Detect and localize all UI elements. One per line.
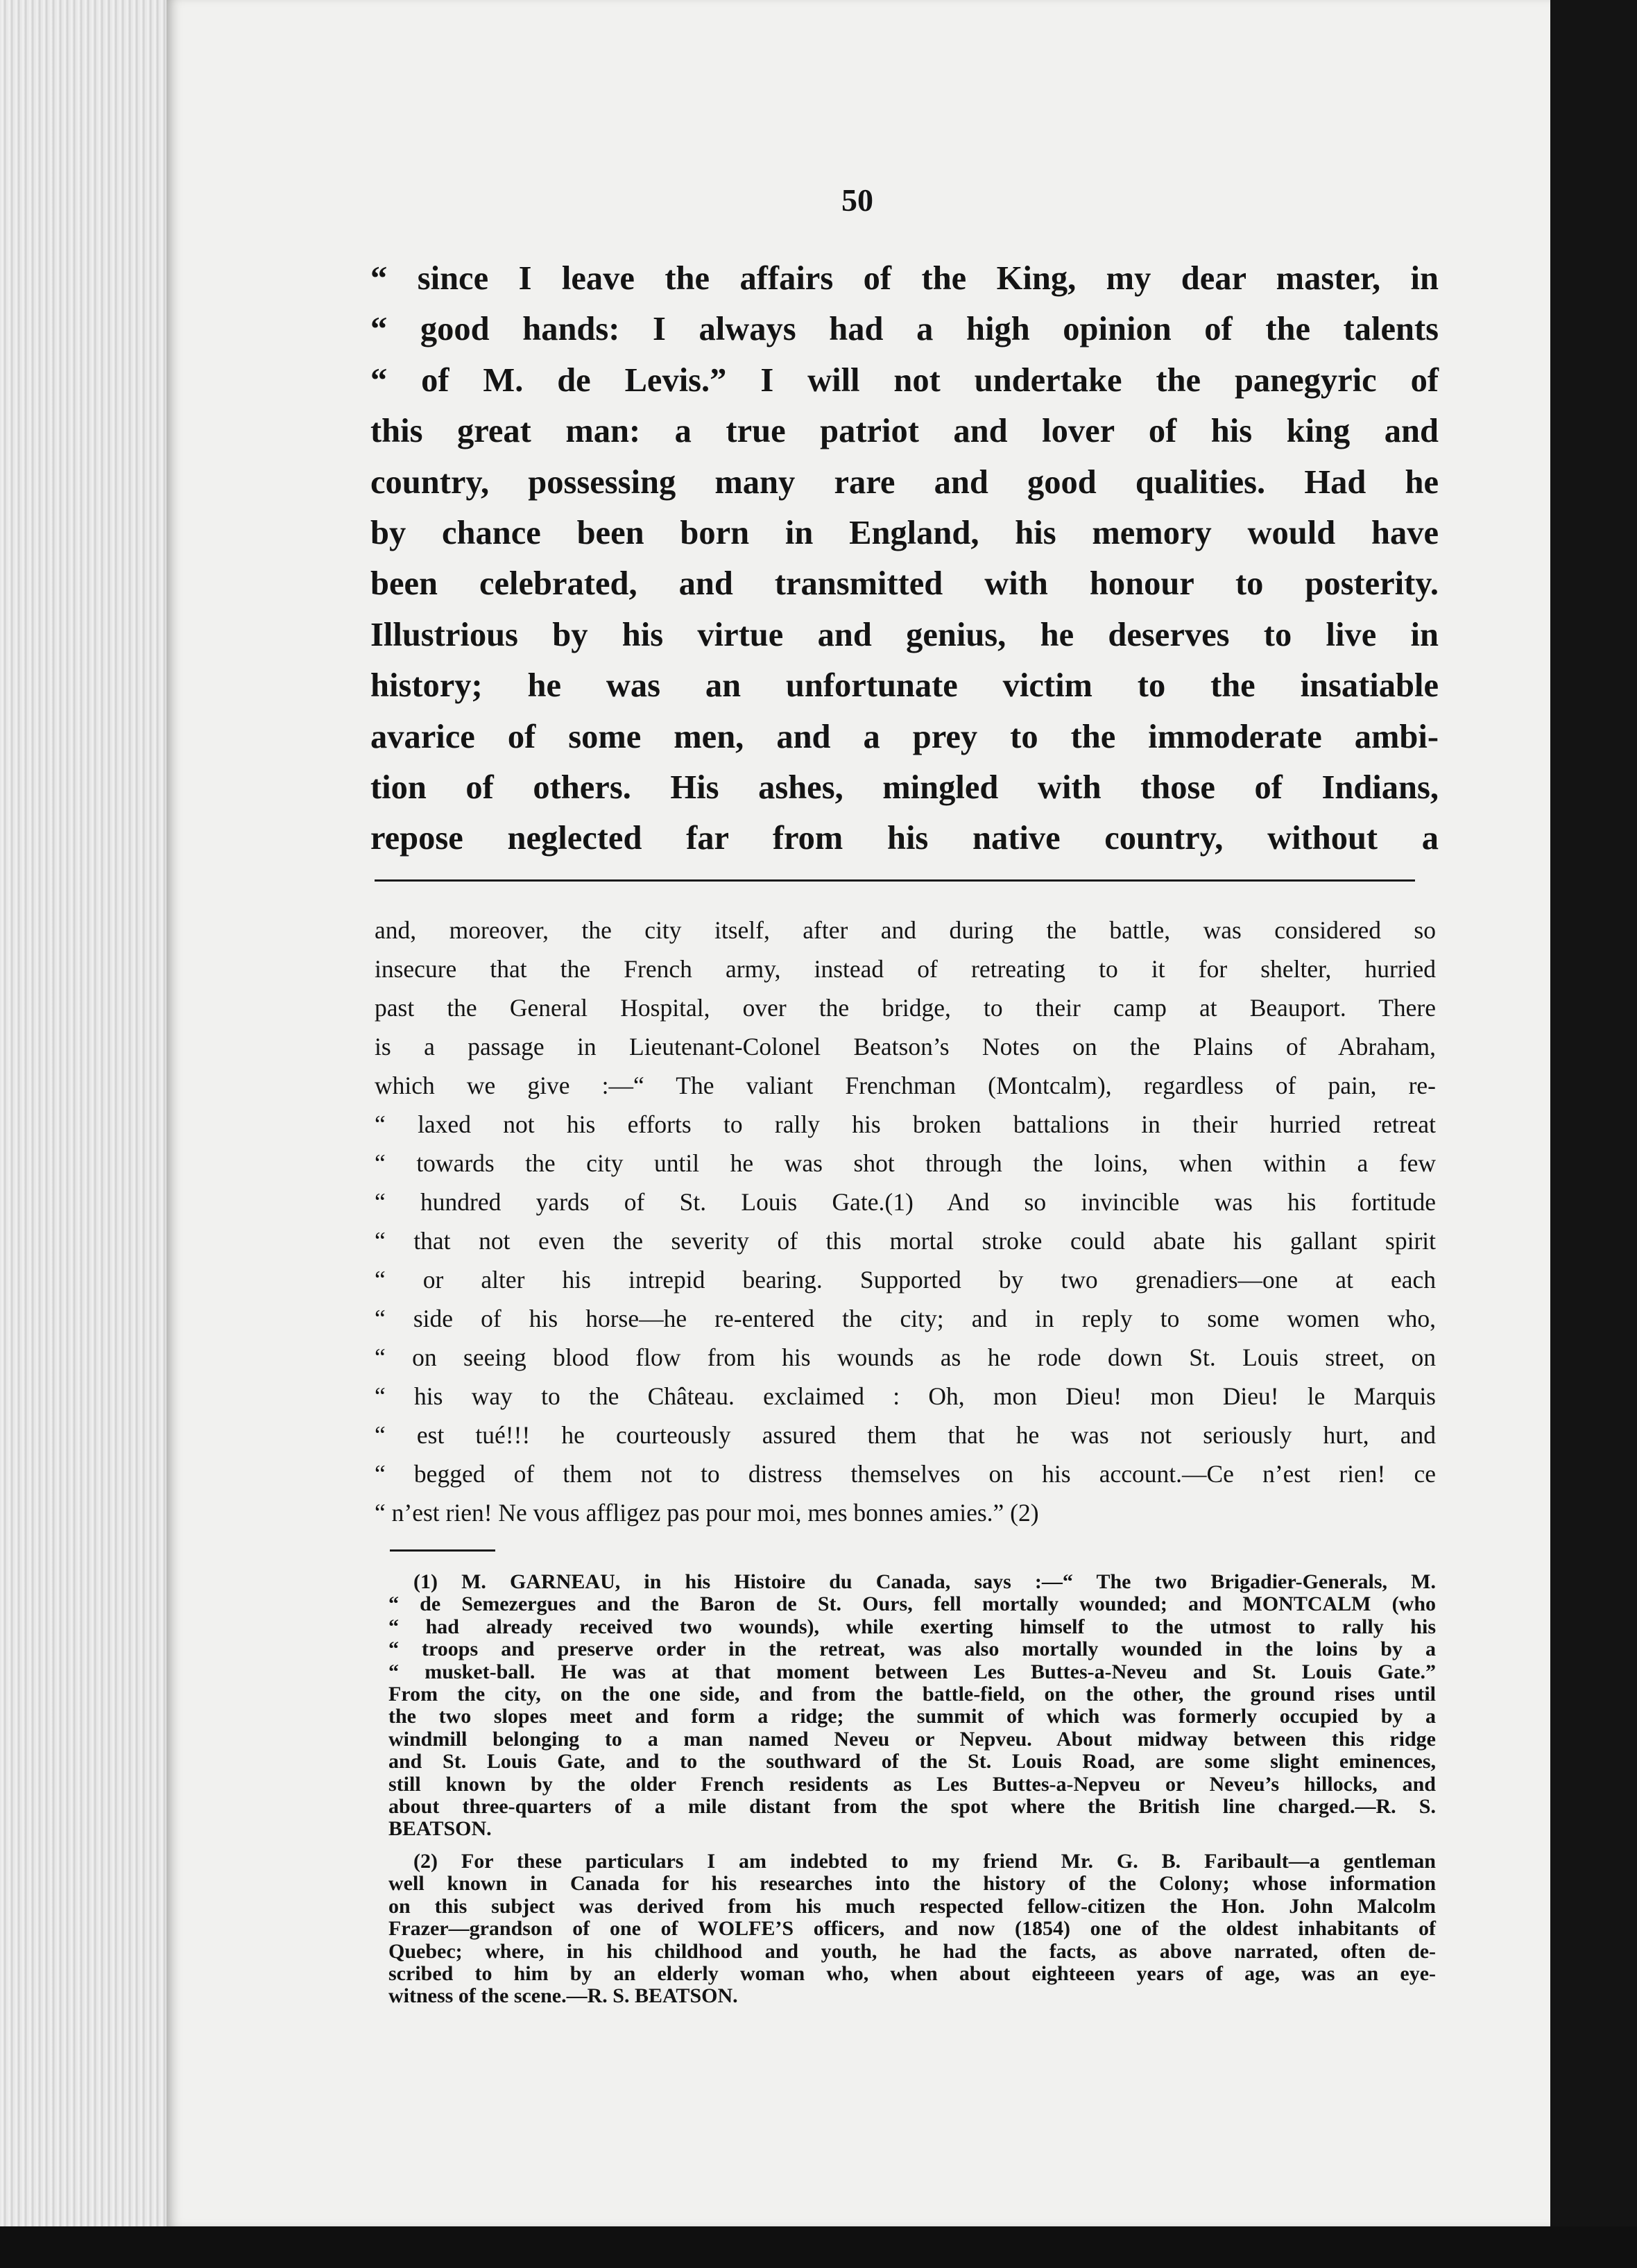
footnote-1-line: From the city, on the one side, and from the battle-field, on the other, the ground rises until — [388, 1683, 1436, 1706]
footnote-continuation-line: “ laxed not his efforts to rally his broken battalions in their hurried retreat — [375, 1110, 1436, 1138]
footnote-2-line: Frazer—grandson of one of WOLFE’S officers, and now (1854) one of the oldest inhabitants of — [388, 1917, 1436, 1941]
footnote-2-line: Quebec; where, in his childhood and youth, he had the facts, as above narrated, often de- — [388, 1939, 1436, 1963]
footnote-continuation-line: and, moreover, the city itself, after and during the battle, was considered so — [375, 916, 1436, 944]
footnote-1-line: and St. Louis Gate, and to the southward of the St. Louis Road, are some slight eminences, — [388, 1750, 1436, 1773]
footnote-continuation-line: “ begged of them not to distress themselves on his account.—Ce n’est rien! ce — [375, 1460, 1436, 1488]
footnote-continuation-line: past the General Hospital, over the bridge, to their camp at Beauport. There — [375, 994, 1436, 1022]
footnote-1-line: “ de Semezergues and the Baron de St. Ours, fell mortally wounded; and MONTCALM (who — [388, 1592, 1436, 1616]
main-text-line: tion of others. His ashes, mingled with those of Indians, — [370, 769, 1439, 807]
footnote-2-line: well known in Canada for his researches into the history of the Colony; whose information — [388, 1872, 1436, 1896]
footnote-continuation-line: “ that not even the severity of this mortal stroke could abate his gallant spirit — [375, 1227, 1436, 1255]
footnote-continuation-line: insecure that the French army, instead of retreating to it for shelter, hurried — [375, 955, 1436, 983]
footnote-continuation-line: “ hundred yards of St. Louis Gate.(1) And so invincible was his fortitude — [375, 1188, 1436, 1216]
notes-separator-rule — [390, 1549, 495, 1552]
footnote-1 — [388, 1571, 1436, 1841]
main-body-text — [370, 253, 1439, 864]
main-text-line: Illustrious by his virtue and genius, he deserves to live in — [370, 616, 1439, 653]
scan-border-bottom — [0, 2226, 1637, 2268]
footnote-continuation-line: is a passage in Lieutenant-Colonel Beatson’s Notes on the Plains of Abraham, — [375, 1033, 1436, 1060]
main-text-line: repose neglected far from his native country, without a — [370, 820, 1439, 857]
footnote-continuation-line: “ towards the city until he was shot through the loins, when within a few — [375, 1149, 1436, 1177]
footnote-2-line: witness of the scene.—R. S. BEATSON. — [388, 1984, 738, 2008]
footnote-1-line: “ musket-ball. He was at that moment between Les Buttes-a-Neveu and St. Louis Gate.” — [388, 1660, 1436, 1683]
footnote-continuation-line: “ est tué!!! he courteously assured them that he was not seriously hurt, and — [375, 1421, 1436, 1449]
footnote-2-line: (2) For these particulars I am indebted to my friend Mr. G. B. Faribault—a gentleman — [413, 1849, 1436, 1873]
footnotes — [388, 1571, 1436, 2018]
footnote-continuation-line: “ side of his horse—he re-entered the city; and in reply to some women who, — [375, 1305, 1436, 1332]
footnote-1-line: the two slopes meet and form a ridge; the summit of which was formerly occupied by a — [388, 1705, 1436, 1728]
footnote-1-line: about three-quarters of a mile distant from the spot where the British line charged.—R. S. — [388, 1795, 1436, 1819]
footnote-continuation-line: which we give :—“ The valiant Frenchman (Montcalm), regardless of pain, re- — [375, 1072, 1436, 1099]
main-text-line: history; he was an unfortunate victim to the insatiable — [370, 667, 1439, 705]
main-text-line: by chance been born in England, his memory would have — [370, 515, 1439, 552]
footnote-1-line: “ had already received two wounds), while exerting himself to the utmost to rally his — [388, 1615, 1436, 1638]
main-text-line: this great man: a true patriot and lover of his king and — [370, 413, 1439, 450]
main-text-line: country, possessing many rare and good qualities. Had he — [370, 463, 1439, 501]
footnote-1-line: windmill belonging to a man named Neveu or Nepveu. About midway between this ridge — [388, 1727, 1436, 1751]
page-number: 50 — [841, 182, 873, 218]
scan-border-right — [1550, 0, 1637, 2268]
footnote-continuation-line: “ on seeing blood flow from his wounds as he rode down St. Louis street, on — [375, 1343, 1436, 1371]
footnote-continuation-line: “ n’est rien! Ne vous affligez pas pour moi, mes bonnes amies.” (2) — [375, 1499, 1039, 1527]
footnote-1-line: (1) M. GARNEAU, in his Histoire du Canada, says :—“ The two Brigadier-Generals, M. — [413, 1570, 1436, 1593]
footnote-1-line: BEATSON. — [388, 1817, 492, 1841]
main-text-line: avarice of some men, and a prey to the immoderate ambi- — [370, 718, 1439, 755]
footnote-2 — [388, 1850, 1436, 2008]
footnote-1-line: “ troops and preserve order in the retreat, was also mortally wounded in the loins by a — [388, 1638, 1436, 1661]
footnote-separator-rule — [375, 879, 1415, 882]
footnote-continuation-text — [375, 911, 1436, 1532]
footnote-continuation-line: “ his way to the Château. exclaimed : Oh, mon Dieu! mon Dieu! le Marquis — [375, 1382, 1436, 1410]
footnote-1-line: still known by the older French residents as Les Buttes-a-Nepveu or Neveu’s hillocks, and — [388, 1772, 1436, 1796]
footnote-continuation-line: “ or alter his intrepid bearing. Supported by two grenadiers—one at each — [375, 1266, 1436, 1294]
left-page-edges — [0, 0, 173, 2226]
main-text-line: “ of M. de Levis.” I will not undertake the panegyric of — [370, 361, 1439, 399]
footnote-2-line: on this subject was derived from his much respected fellow-citizen the Hon. John Malcolm — [388, 1894, 1436, 1918]
footnote-2-line: scribed to him by an elderly woman who, when about eighteeen years of age, was an eye- — [388, 1961, 1436, 1985]
main-text-line: been celebrated, and transmitted with honour to posterity. — [370, 565, 1439, 603]
main-text-line: “ good hands: I always had a high opinion of the talents — [370, 311, 1439, 348]
main-text-line: “ since I leave the affairs of the King, my dear master, in — [370, 260, 1439, 297]
